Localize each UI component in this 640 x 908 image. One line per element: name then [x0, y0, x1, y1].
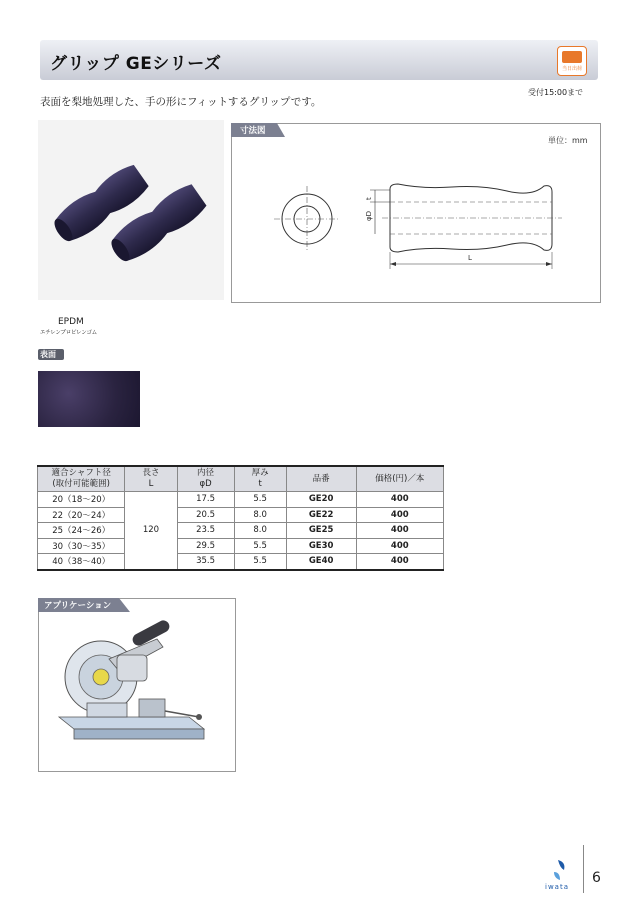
header-part-number: 品番 — [286, 466, 356, 492]
table-header-row — [38, 466, 444, 492]
header-inner-diameter: 内径 φD — [177, 466, 234, 492]
shaft-cell: 20（18～20） — [38, 492, 125, 508]
cutoff-note: 受付15:00まで — [528, 88, 584, 97]
length-label: L — [468, 254, 472, 262]
thickness-cell: 5.5 — [234, 538, 286, 554]
price-cell: 400 — [356, 554, 443, 570]
product-photo — [38, 120, 224, 300]
diameter-cell: 17.5 — [177, 492, 234, 508]
cutoff-saw-illustration — [39, 599, 235, 771]
header-shaft: 適合シャフト径 (取付可能範囲) — [38, 466, 125, 492]
header-length: 長さ L — [125, 466, 177, 492]
part-cell: GE40 — [286, 554, 356, 570]
price-cell: 400 — [356, 492, 443, 508]
table-row — [38, 538, 444, 554]
brand-logo-icon — [550, 858, 572, 886]
spec-table — [37, 465, 444, 571]
diameter-cell: 35.5 — [177, 554, 234, 570]
badge-label: 当日出荷 — [561, 66, 582, 72]
part-cell: GE30 — [286, 538, 356, 554]
diameter-cell: 29.5 — [177, 538, 234, 554]
grip-photo-illustration — [38, 120, 224, 300]
surface-tag-label: 表面 — [40, 350, 56, 359]
table-row — [38, 523, 444, 539]
table-row — [38, 492, 444, 508]
page-number: 6 — [592, 870, 601, 886]
diameter-cell: 23.5 — [177, 523, 234, 539]
table-row — [38, 507, 444, 523]
material-name: EPDM — [58, 317, 84, 327]
price-cell: 400 — [356, 523, 443, 539]
part-cell: GE25 — [286, 523, 356, 539]
shaft-cell: 25（24～26） — [38, 523, 125, 539]
application-box — [38, 598, 236, 772]
page-title: グリップ GEシリーズ — [50, 54, 222, 74]
description: 表面を梨地処理した、手の形にフィットするグリップです。 — [40, 96, 322, 108]
thickness-cell: 5.5 — [234, 492, 286, 508]
header-price: 価格(円)／本 — [356, 466, 443, 492]
part-cell: GE20 — [286, 492, 356, 508]
same-day-shipping-badge — [557, 46, 587, 76]
table-row — [38, 554, 444, 570]
dimension-drawing — [231, 123, 601, 303]
unit-label: 単位：mm — [548, 136, 588, 145]
material-subtitle: エチレンプロピレンゴム — [40, 330, 97, 336]
brand-name: iwata — [545, 883, 569, 891]
shaft-cell: 40（38～40） — [38, 554, 125, 570]
shaft-cell: 22（20～24） — [38, 507, 125, 523]
drawing-tab-label: 寸法図 — [240, 126, 266, 136]
diameter-label: φD — [365, 210, 373, 221]
dimension-diagram — [232, 124, 600, 302]
shaft-cell: 30（30～35） — [38, 538, 125, 554]
part-cell: GE22 — [286, 507, 356, 523]
thickness-cell: 5.5 — [234, 554, 286, 570]
thickness-cell: 8.0 — [234, 523, 286, 539]
surface-texture-swatch — [38, 371, 140, 427]
footer-divider — [583, 845, 584, 893]
length-cell: 120 — [125, 492, 177, 570]
application-tab-label: アプリケーション — [44, 601, 112, 611]
diameter-cell: 20.5 — [177, 507, 234, 523]
price-cell: 400 — [356, 507, 443, 523]
header-thickness: 厚み t — [234, 466, 286, 492]
price-cell: 400 — [356, 538, 443, 554]
thickness-label: t — [365, 197, 373, 200]
truck-icon — [562, 51, 582, 63]
thickness-cell: 8.0 — [234, 507, 286, 523]
